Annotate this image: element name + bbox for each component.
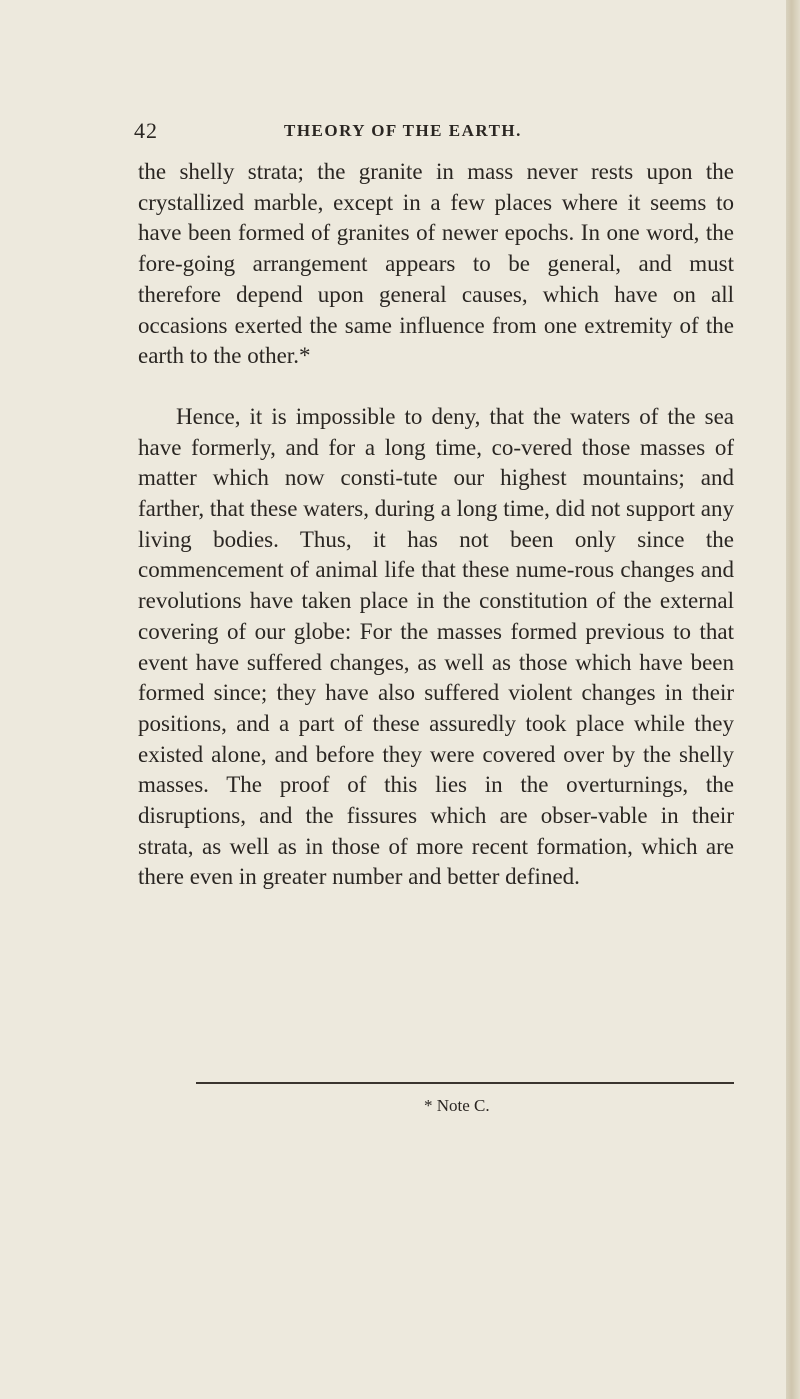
paragraph-1: the shelly strata; the granite in mass never rests upon the crystallized marble, except in a few places where it seems to have been formed of granites of newer epochs. In one word, the fore-going arrangement appears to be general, and must therefore depend upon general causes, which have on all occasions exerted the same influence from one extremity of the earth to the other.*	[138, 159, 734, 369]
body-text	[138, 157, 734, 893]
footnote-divider	[196, 1082, 734, 1084]
page-edge	[786, 0, 800, 1399]
footnote: * Note C.	[424, 1096, 490, 1115]
running-head: THEORY OF THE EARTH.	[284, 121, 522, 140]
paragraph-2: Hence, it is impossible to deny, that the waters of the sea have formerly, and for a long time, co-vered those masses of matter which now consti-tute our highest mountains; and farther, that these waters, during a long time, did not support any living bodies. Thus, it has not been only since the commencement of animal life that these nume-rous changes and revolutions have taken place in the constitution of the external covering of our globe: For the masses formed previous to that event have suffered changes, as well as those which have been formed since; they have also suffered violent changes in their positions, and a part of these assuredly took place while they existed alone, and before they were covered over by the shelly masses. The proof of this lies in the overturnings, the disruptions, and the fissures which are obser-vable in their strata, as well as in those of more recent formation, which are there even in greater number and better defined.	[138, 403, 734, 890]
page-number: 42	[134, 118, 158, 143]
page-header	[134, 118, 734, 146]
